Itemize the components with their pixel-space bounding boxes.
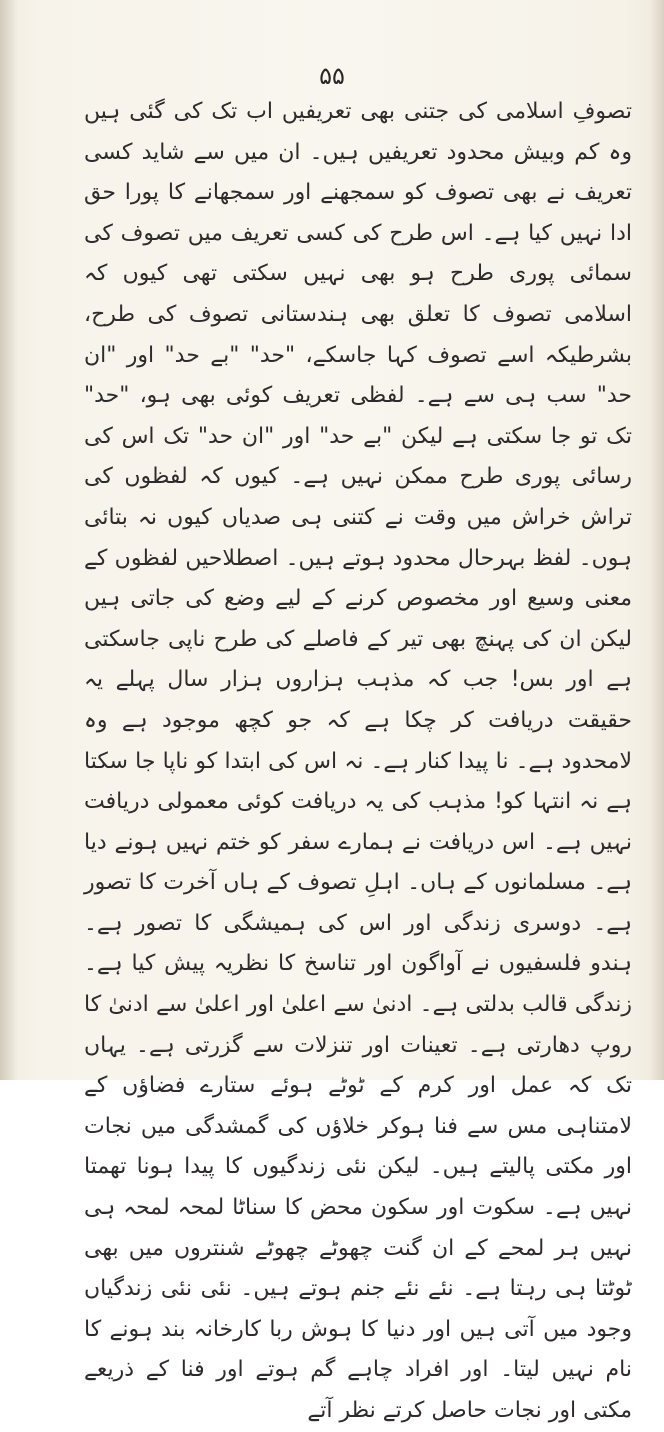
- page-number: ۵۵: [319, 62, 345, 90]
- page-gutter-shadow: [0, 0, 18, 1080]
- page-edge-shadow: [650, 0, 664, 1080]
- paragraph: تصوفِ اسلامی کی جتنی بھی تعریفیں اب تک کی گئی ہیں وہ کم وبیش محدود تعریفیں ہیں۔ ان میں سے شاید کسی تعریف نے بھی تصوف کو سمجھنے اور سمجھانے کا پورا حق ادا نہیں کیا ہے۔ اس طرح کی کسی تعریف میں تصوف کی سمائی پوری طرح ہو بھی نہیں سکتی تھی کیوں کہ اسلامی تصوف کا تعلق بھی ہندستانی تصوف کی طرح، بشرطیکہ اسے تصوف کہا جاسکے، "حد" "بے حد" اور "ان حد" سب ہی سے ہے۔ لفظی تعریف کوئی بھی ہو، "حد" تک تو جا سکتی ہے لیکن "بے حد" اور "ان حد" تک اس کی رسائی پوری طرح ممکن نہیں ہے۔ کیوں کہ لفظوں کی تراش خراش میں وقت نے کتنی ہی صدیاں کیوں نہ بتائی ہوں۔ لفظ بہرحال محدود ہوتے ہیں۔ اصطلاحیں لفظوں کے معنی وسیع اور مخصوص کرنے کے لیے وضع کی جاتی ہیں لیکن ان کی پہنچ بھی تیر کے فاصلے کی طرح ناپی جاسکتی ہے اور بس! جب کہ مذہب ہزاروں ہزار سال پہلے یہ حقیقت دریافت کر چکا ہے کہ جو کچھ موجود ہے وہ لامحدود ہے۔ نا پیدا کنار ہے۔ نہ اس کی ابتدا کو ناپا جا سکتا ہے نہ انتہا کو! مذہب کی یہ دریافت کوئی معمولی دریافت نہیں ہے۔ اس دریافت نے ہمارے سفر کو ختم نہیں ہونے دیا ہے۔ مسلمانوں کے ہاں۔ اہلِ تصوف کے ہاں آخرت کا تصور ہے۔ دوسری زندگی اور اس کی ہمیشگی کا تصور ہے۔ ہندو فلسفیوں نے آواگون اور تناسخ کا نظریہ پیش کیا ہے۔ زندگی قالب بدلتی ہے۔ ادنیٰ سے اعلیٰ اور اعلیٰ سے ادنیٰ کا روپ دھارتی ہے۔ تعینات اور تنزلات سے گزرتی ہے۔ یہاں تک کہ عمل اور کرم کے ٹوٹے ہوئے ستارے فضاؤں کے لامتناہی مس سے فنا ہوکر خلاؤں کی گمشدگی میں نجات اور مکتی پالیتے ہیں۔ لیکن نئی زندگیوں کا پیدا ہونا تھمتا نہیں ہے۔ سکوت اور سکون محض کا سناٹا لمحہ لمحہ ہی نہیں ہر لمحے کے ان گنت چھوٹے چھوٹے شنتروں میں بھی ٹوٹتا ہی رہتا ہے۔ نئے نئے جنم ہوتے ہیں۔ نئی نئی زندگیاں وجود میں آتی ہیں اور دنیا کا ہوش ربا کارخانہ بند ہونے کا نام نہیں لیتا۔ اور افراد چاہے گم ہوتے اور فنا کے ذریعے مکتی اور نجات حاصل کرتے نظر آتے: [84, 99, 632, 1423]
- body-text: [84, 92, 632, 1432]
